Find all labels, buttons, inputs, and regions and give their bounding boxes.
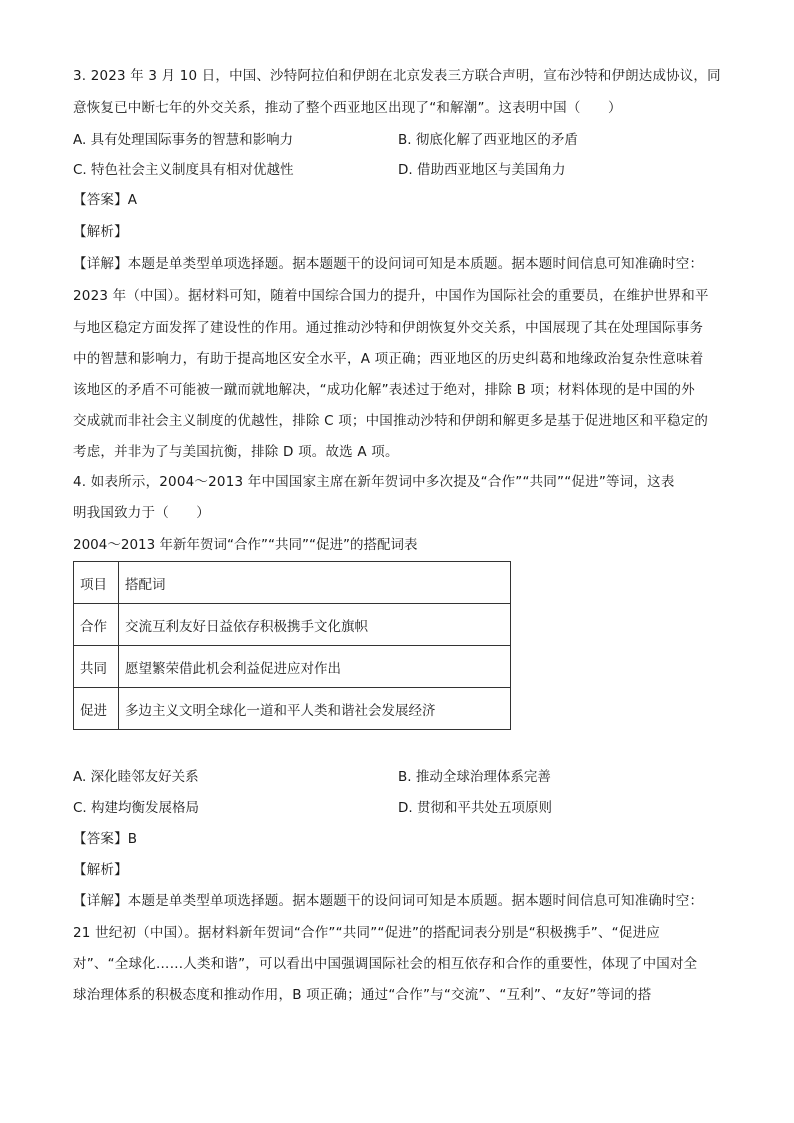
- q4-option-d: D. 贯彻和平共处五项原则: [398, 800, 552, 816]
- q3-stem-line-1: 3. 2023 年 3 月 10 日，中国、沙特阿拉伯和伊朗在北京发表三方联合声明，宣布沙特和伊朗达成协议，同: [73, 68, 721, 84]
- q3-stem-line-2: 意恢复已中断七年的外交关系，推动了整个西亚地区出现了“和解潮”。这表明中国（ ）: [73, 100, 622, 116]
- q4-option-a: A. 深化睦邻友好关系: [73, 769, 199, 785]
- table-header-cell: 项目: [74, 562, 119, 604]
- table-cell: 愿望繁荣借此机会利益促进应对作出: [119, 646, 511, 688]
- q3-detail-line: 【详解】本题是单类型单项选择题。据本题题干的设问词可知是本质题。据本题时间信息可知准确时空：: [73, 256, 704, 272]
- q3-detail-line: 考虑，并非为了与美国抗衡，排除 D 项。故选 A 项。: [73, 444, 399, 460]
- q3-analysis-label: 【解析】: [73, 224, 128, 240]
- q4-detail-line: 21 世纪初（中国）。据材料新年贺词“合作”“共同”“促进”的搭配词表分别是“积极携手”、“促进应: [73, 925, 660, 941]
- q4-detail-line: 球治理体系的积极态度和推动作用，B 项正确；通过“合作”与“交流”、“互利”、“友好”等词的搭: [73, 987, 652, 1003]
- collocation-table: [73, 561, 511, 730]
- q3-answer: 【答案】A: [73, 192, 138, 208]
- table-row: [74, 604, 511, 646]
- q4-stem-line-1: 4. 如表所示，2004～2013 年中国国家主席在新年贺词中多次提及“合作”“共同”“促进”等词，这表: [73, 474, 675, 490]
- table-header-cell: 搭配词: [119, 562, 511, 604]
- table-cell: 交流互利友好日益依存积极携手文化旗帜: [119, 604, 511, 646]
- q3-detail-line: 2023 年（中国）。据材料可知，随着中国综合国力的提升，中国作为国际社会的重要员，在维护世界和平: [73, 288, 709, 304]
- table-header-row: [74, 562, 511, 604]
- q4-detail-line: 【详解】本题是单类型单项选择题。据本题题干的设问词可知是本质题。据本题时间信息可知准确时空：: [73, 893, 704, 909]
- table-row: [74, 688, 511, 730]
- q4-stem-line-2: 明我国致力于（ ）: [73, 505, 210, 521]
- q4-detail-line: 对”、“全球化……人类和谐”，可以看出中国强调国际社会的相互依存和合作的重要性，体现了中国对全: [73, 956, 698, 972]
- table-row: [74, 646, 511, 688]
- q3-detail-line: 中的智慧和影响力，有助于提高地区安全水平，A 项正确；西亚地区的历史纠葛和地缘政治复杂性意味着: [73, 351, 704, 367]
- table-cell: 促进: [74, 688, 119, 730]
- q4-answer: 【答案】B: [73, 831, 138, 847]
- q4-analysis-label: 【解析】: [73, 862, 128, 878]
- table-cell: 合作: [74, 604, 119, 646]
- q3-detail-line: 交成就而非社会主义制度的优越性，排除 C 项；中国推动沙特和伊朗和解更多是基于促进地区和平稳定的: [73, 413, 709, 429]
- q3-option-d: D. 借助西亚地区与美国角力: [398, 162, 566, 178]
- q3-option-c: C. 特色社会主义制度具有相对优越性: [73, 162, 294, 178]
- q3-detail-line: 该地区的矛盾不可能被一蹴而就地解决，“成功化解”表述过于绝对，排除 B 项；材料体现的是中国的外: [73, 382, 695, 398]
- q4-option-c: C. 构建均衡发展格局: [73, 800, 200, 816]
- q3-option-a: A. 具有处理国际事务的智慧和影响力: [73, 132, 294, 148]
- table-cell: 多边主义文明全球化一道和平人类和谐社会发展经济: [119, 688, 511, 730]
- q4-option-b: B. 推动全球治理体系完善: [398, 769, 551, 785]
- q3-option-b: B. 彻底化解了西亚地区的矛盾: [398, 132, 578, 148]
- table-cell: 共同: [74, 646, 119, 688]
- q4-table-caption: 2004～2013 年新年贺词“合作”“共同”“促进”的搭配词表: [73, 537, 418, 553]
- q3-detail-line: 与地区稳定方面发挥了建设性的作用。通过推动沙特和伊朗恢复外交关系，中国展现了其在处理国际事务: [73, 320, 704, 336]
